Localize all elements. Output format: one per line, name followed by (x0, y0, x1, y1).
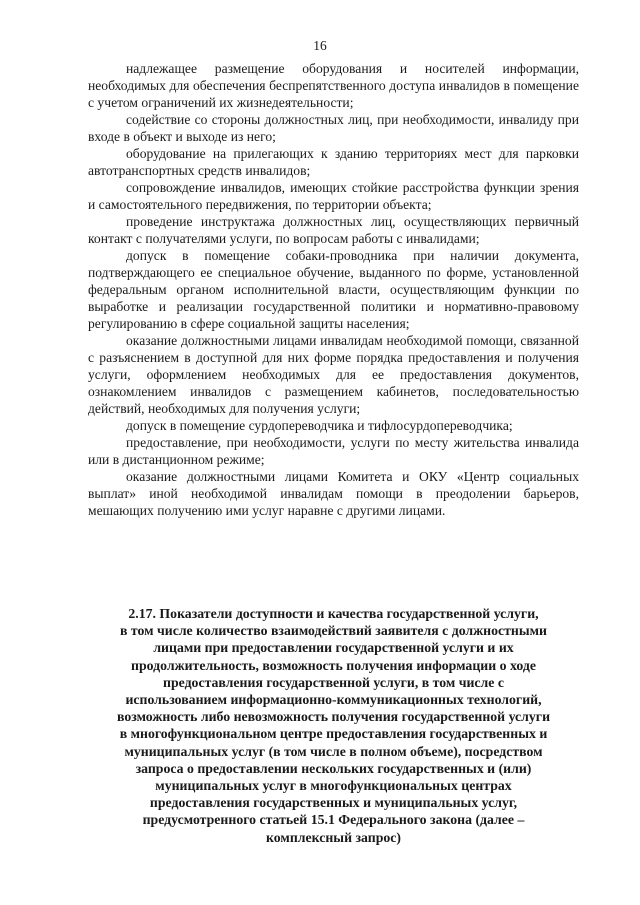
section-heading-line: муниципальных услуг в многофункциональных центрах (155, 778, 512, 794)
list-paragraph: допуск в помещение собаки-проводника при наличии документа, подтверждающего ее специальное обучение, выданного по форме, установленной федеральным органом исполнительной власти, осуществляющим функции по выработке и реализации государственной политики и нормативно-правовому регулированию в сфере социальной защиты населения; (88, 248, 579, 331)
section-heading-line: в многофункциональном центре предоставления государственных и (119, 726, 548, 742)
section-heading-line: предоставления государственных и муниципальных услуг, (149, 795, 518, 811)
section-heading-line: использованием информационно-коммуникационных технологий, (125, 692, 542, 708)
section-heading-line: муниципальных услуг (в том числе в полном объеме), посредством (124, 743, 543, 759)
list-paragraph: оказание должностными лицами инвалидам необходимой помощи, связанной с разъяснением в доступной для них форме порядка предоставления и получения услуги, оформлением необходимых для ее предоставления документов, ознакомлением инвалидов с размещением кабинетов, последовательностью действий, необходимых для получения услуги; (88, 333, 579, 416)
section-heading-line: лицами при предоставлении государственной услуги и их (153, 640, 514, 656)
list-paragraph: надлежащее размещение оборудования и носителей информации, необходимых для обеспечения беспрепятственного доступа инвалидов в помещение с учетом ограничений их жизнедеятельности; (88, 61, 579, 110)
list-paragraph: проведение инструктажа должностных лиц, осуществляющих первичный контакт с получателями услуги, по вопросам работы с инвалидами; (88, 214, 579, 246)
section-heading-line: комплексный запрос) (266, 829, 401, 845)
section-heading-line: 2.17. Показатели доступности и качества государственной услуги, (128, 606, 539, 621)
list-paragraph: оборудование на прилегающих к зданию территориях мест для парковки автотранспортных средств инвалидов; (88, 146, 579, 178)
section-heading-line: запроса о предоставлении нескольких государственных и (или) (135, 760, 532, 776)
page-number: 16 (313, 38, 327, 53)
section-heading-line: продолжительность, возможность получения информации о ходе (131, 657, 536, 673)
section-heading-line: возможность либо невозможность получения государственной услуги (116, 709, 551, 725)
list-paragraph: оказание должностными лицами Комитета и ОКУ «Центр социальных выплат» иной необходимой инвалидам помощи в преодолении барьеров, мешающих получению ими услуг наравне с другими лицами. (88, 469, 579, 518)
section-heading (88, 605, 579, 846)
list-paragraph: предоставление, при необходимости, услуги по месту жительства инвалида или в дистанционном режиме; (88, 435, 579, 467)
list-paragraph: сопровождение инвалидов, имеющих стойкие расстройства функции зрения и самостоятельного передвижения, по территории объекта; (88, 180, 579, 212)
section-heading-line: в том числе количество взаимодействий заявителя с должностными (119, 623, 547, 639)
list-paragraph: содействие со стороны должностных лиц, при необходимости, инвалиду при входе в объект и выходе из него; (88, 112, 579, 144)
accessibility-measures-list (88, 60, 579, 519)
list-paragraph: допуск в помещение сурдопереводчика и тифлосурдопереводчика; (126, 418, 513, 433)
section-heading-line: предусмотренного статьей 15.1 Федерального закона (далее – (142, 812, 525, 828)
section-heading-line: предоставления государственной услуги, в том числе с (163, 674, 504, 690)
